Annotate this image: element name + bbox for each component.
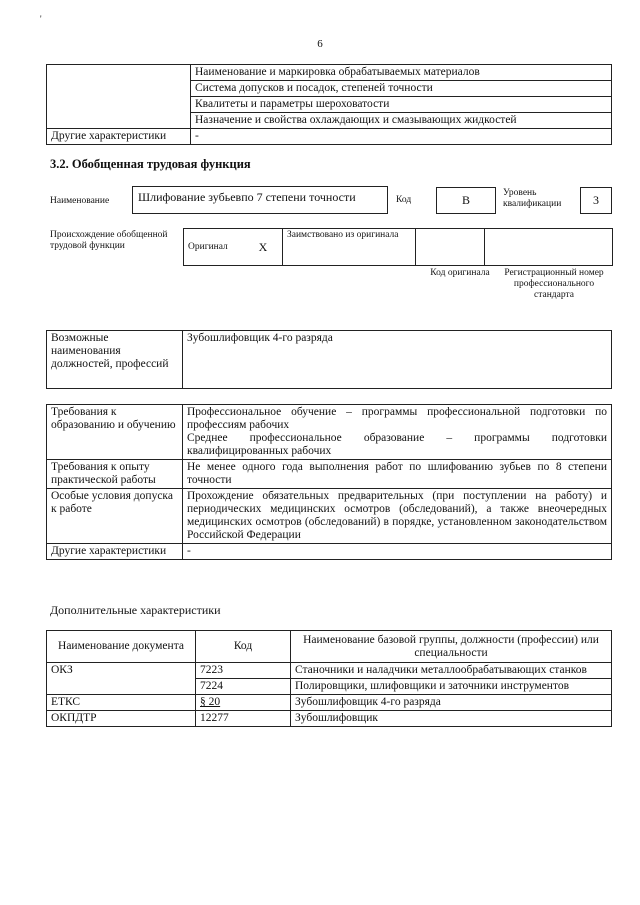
code-original-cell (416, 229, 485, 266)
section-heading: 3.2. Обобщенная трудовая функция (50, 157, 251, 171)
positions-table (46, 330, 612, 389)
row-name: Зубошлифовщик 4-го разряда (291, 695, 612, 711)
reg-number-cell (485, 229, 613, 266)
header-doc: Наименование документа (47, 631, 196, 663)
top-characteristics-table (46, 64, 612, 145)
additional-title: Дополнительные характеристики (50, 603, 221, 617)
row-code: 12277 (196, 711, 291, 727)
corner-mark: ' (40, 14, 42, 24)
table-row: Наименование и маркировка обрабатываемых материалов (191, 65, 612, 81)
name-label: Наименование (50, 196, 110, 206)
row-name: Зубошлифовщик (291, 711, 612, 727)
other-value: - (183, 544, 612, 560)
page-number: 6 (317, 38, 323, 50)
row-name: Полировщики, шлифовщики и заточники инструментов (291, 679, 612, 695)
conditions-label: Особые условия допуска к работе (47, 489, 183, 544)
name-value-box (132, 186, 388, 214)
education-label: Требования к образованию и обучению (47, 405, 183, 460)
level-label: Уровень квалификации (503, 188, 562, 209)
other-characteristics-value: - (191, 129, 612, 145)
positions-value: Зубошлифовщик 4-го разряда (183, 331, 612, 389)
row-doc: ОКЗ (47, 663, 196, 695)
table-row: Назначение и свойства охлаждающих и смазывающих жидкостей (191, 113, 612, 129)
code-value: В (436, 187, 496, 214)
origin-table (183, 228, 613, 266)
original-label: Оригинал (184, 229, 245, 266)
other-characteristics-label: Другие характеристики (47, 129, 191, 145)
level-value: 3 (580, 187, 612, 214)
row-code: 7224 (196, 679, 291, 695)
borrowed-label: Заимствовано из оригинала (283, 229, 416, 266)
header-name: Наименование базовой группы, должности (профессии) или специальности (291, 631, 612, 663)
reg-number-caption: Регистрационный номер профессионального стандарта (504, 268, 604, 300)
table-row: Квалитеты и параметры шероховатости (191, 97, 612, 113)
empty-cell (47, 65, 191, 129)
other-label: Другие характеристики (47, 544, 183, 560)
additional-table (46, 630, 612, 727)
name-value: Шлифование зубьевпо 7 степени точности (138, 190, 356, 204)
education-line-2: Среднее профессиональное образование – программы подготовки квалифицированных рабочих (187, 432, 607, 457)
row-name: Станочники и наладчики металлообрабатывающих станков (291, 663, 612, 679)
header-code: Код (196, 631, 291, 663)
requirements-table (46, 404, 612, 560)
code-label: Код (396, 195, 412, 205)
education-line-1: Профессиональное обучение – программы профессиональной подготовки по профессиям рабочих (187, 406, 607, 431)
row-code: 7223 (196, 663, 291, 679)
origin-label: Происхождение обобщенной трудовой функции (50, 230, 168, 251)
conditions-value: Прохождение обязательных предварительных (при поступлении на работу) и периодических медицинских осмотров (обследований), а также внеочередных медицинских осмотров (обследований) в порядке, установленном законодательством Российской Федерации (183, 489, 612, 544)
row-doc: ЕТКС (47, 695, 196, 711)
positions-label: Возможные наименования должностей, профессий (47, 331, 183, 389)
original-mark: Х (244, 229, 283, 266)
code-original-caption: Код оригинала (430, 268, 490, 278)
row-doc: ОКПДТР (47, 711, 196, 727)
table-row: Система допусков и посадок, степеней точности (191, 81, 612, 97)
experience-label: Требования к опыту практической работы (47, 460, 183, 489)
row-code: § 20 (196, 695, 291, 711)
experience-value: Не менее одного года выполнения работ по шлифованию зубьев по 8 степени точности (183, 460, 612, 489)
